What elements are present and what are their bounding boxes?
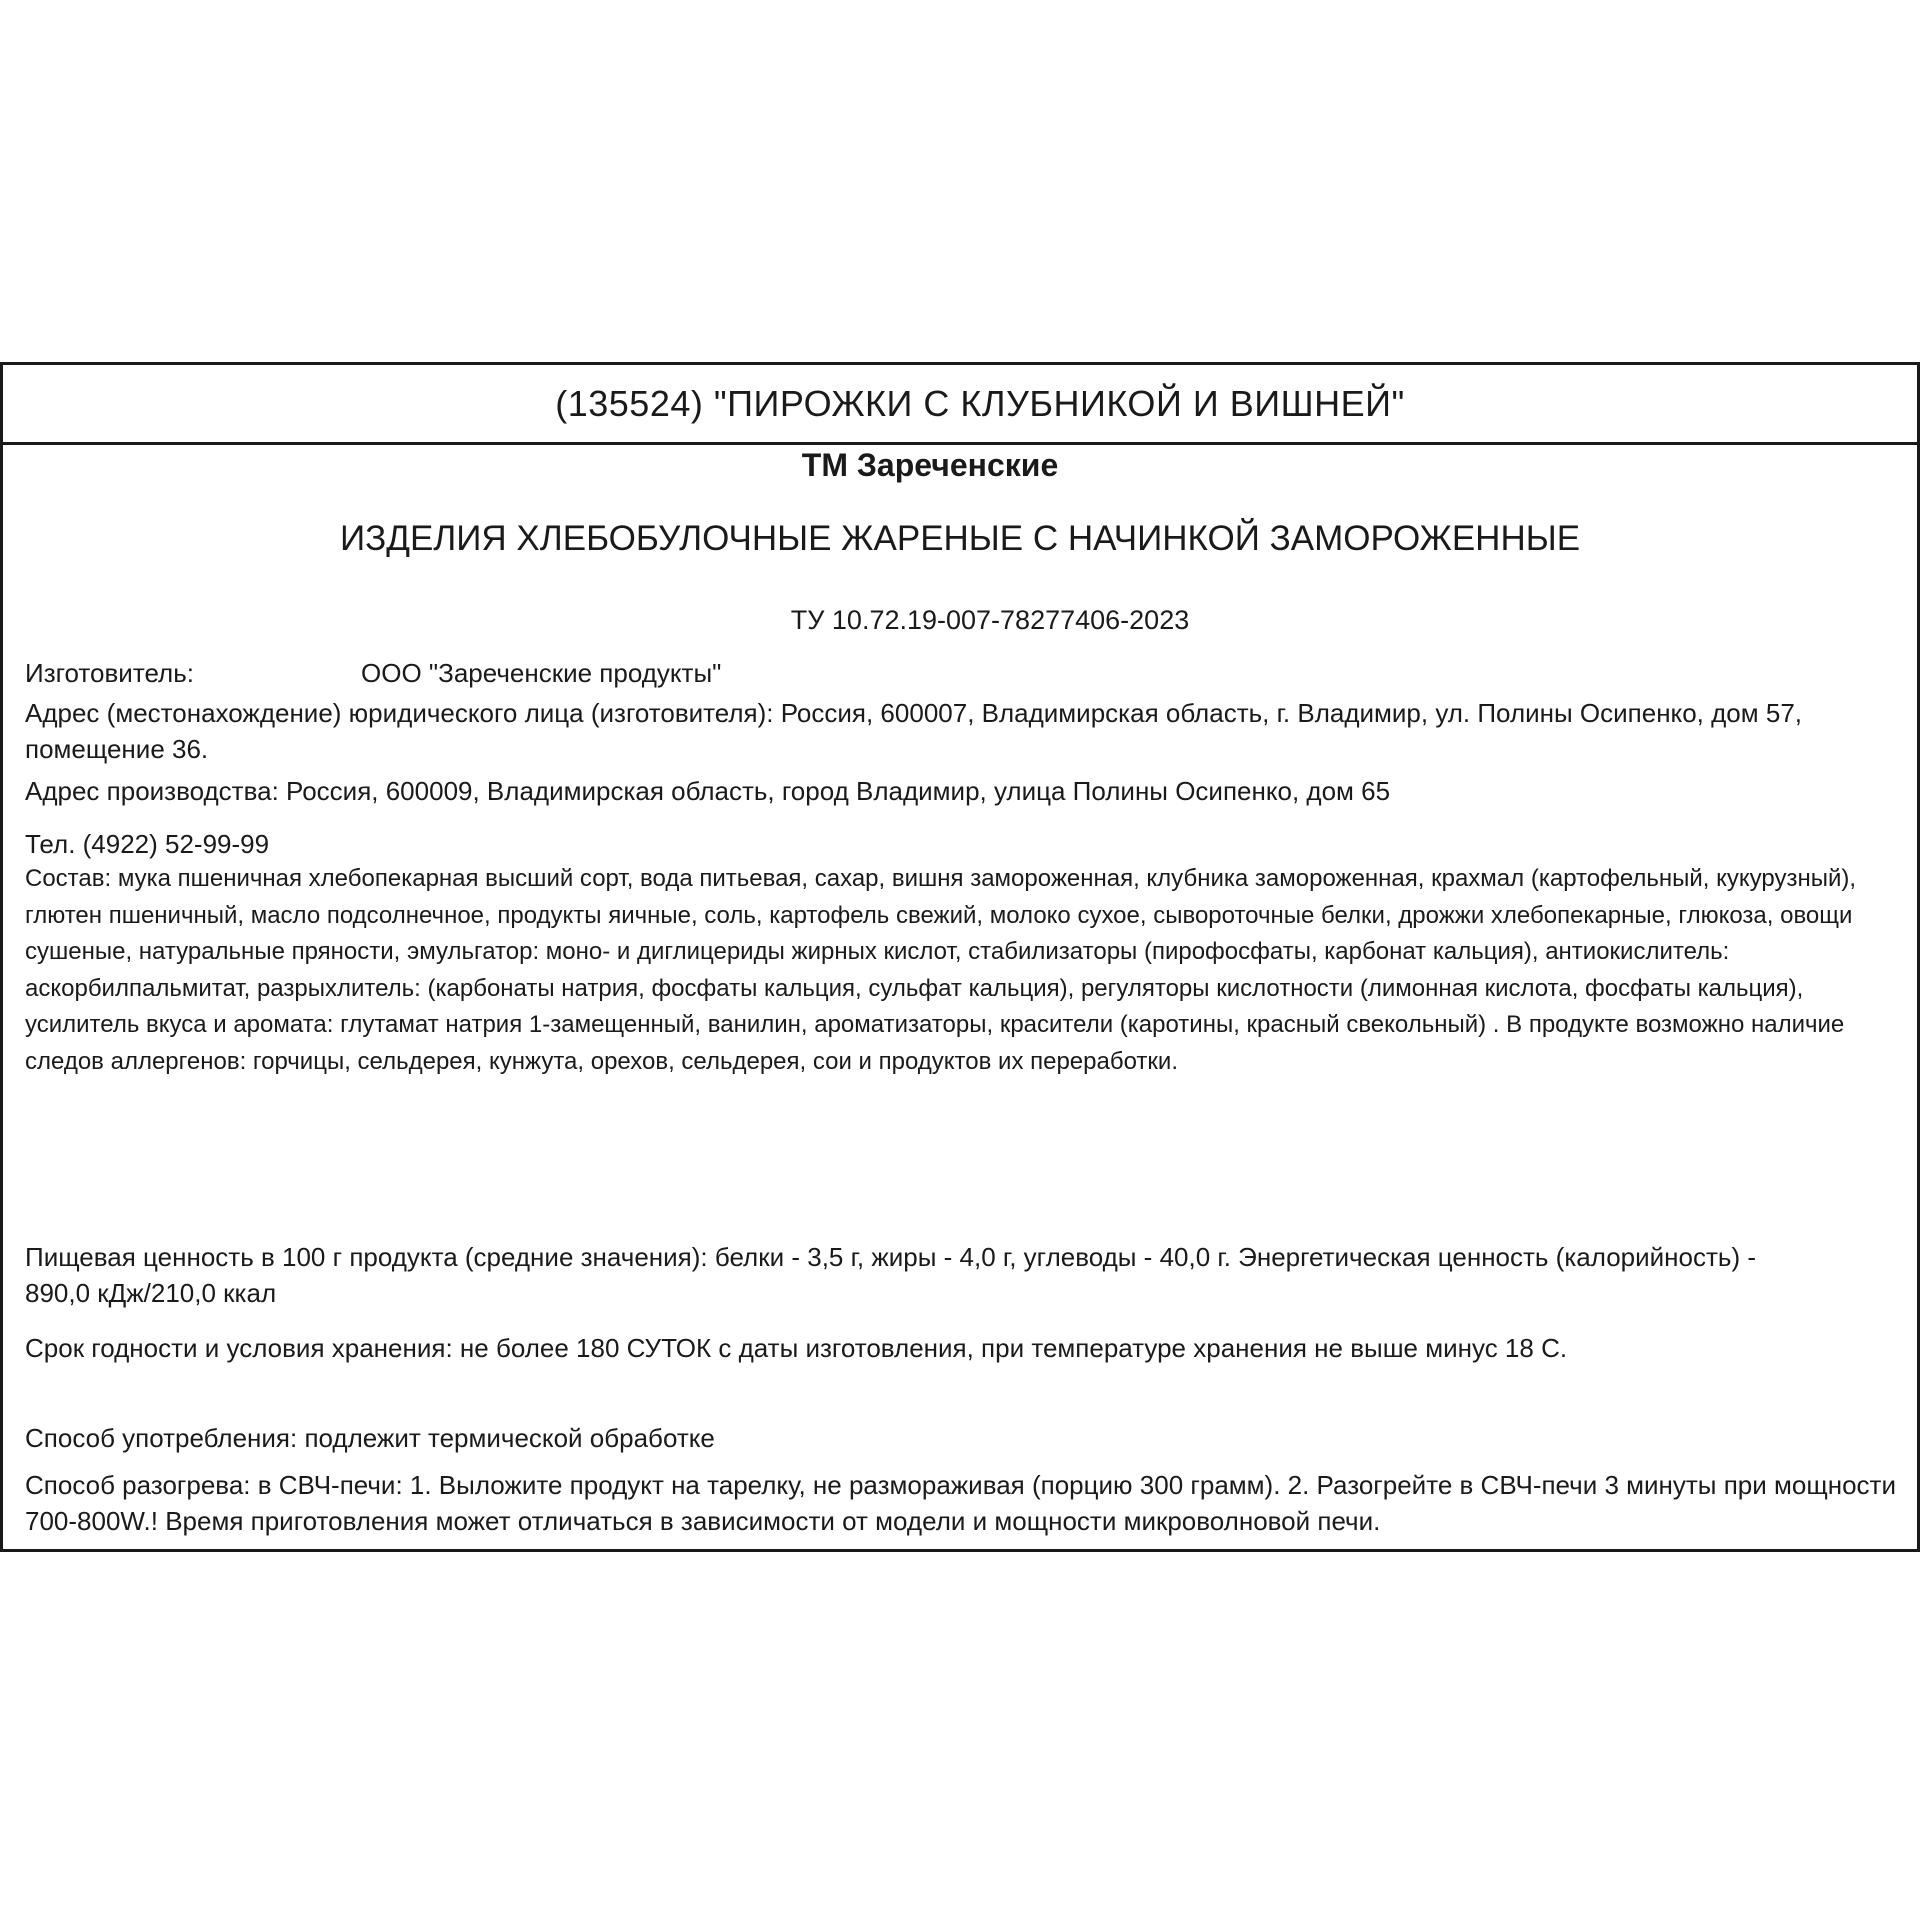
manufacturer-label: Изготовитель: [25,658,194,688]
product-title: (135524) "ПИРОЖКИ С КЛУБНИКОЙ И ВИШНЕЙ" [555,382,1405,424]
heating-method: Способ разогрева: в СВЧ-печи: 1. Выложите продукт на тарелку, не размораживая (порцию 300 грамм). 2. Разогрейте в СВЧ-печи 3 минуты при мощности 700-800W.! Время приготовления может отличаться в зависимости от модели и мощности микроволновой печи. [25,1470,1896,1536]
usage-method: Способ употребления: подлежит термической обработке [25,1423,715,1453]
product-type: ИЗДЕЛИЯ ХЛЕБОБУЛОЧНЫЕ ЖАРЕНЫЕ С НАЧИНКОЙ ЗАМОРОЖЕННЫЕ [339,519,1581,558]
phone: Тел. (4922) 52-99-99 [25,829,270,859]
tu-code: ТУ 10.72.19-007-78277406-2023 [790,605,1190,635]
manufacturer-value: ООО "Зареченские продукты" [361,658,722,688]
manufacturer-line [25,655,721,691]
ingredients: Состав: мука пшеничная хлебопекарная высший сорт, вода питьевая, сахар, вишня замороженная, клубника замороженная, крахмал (картофельный, кукурузный), глютен пшеничный, масло подсолнечное, продукты яичные, соль, картофель свежий, молоко сухое, сывороточные белки, дрожжи хлебопекарные, глюкоза, овощи сушеные, натуральные пряности, эмульгатор: моно- и диглицериды жирных кислот, стабилизаторы (пирофосфаты, карбонат кальция), антиокислитель: аскорбилпальмитат, разрыхлитель: (карбонаты натрия, фосфаты кальция, сульфат кальция), регуляторы кислотности (лимонная кислота, фосфаты кальция), усилитель вкуса и аромата: глутамат натрия 1-замещенный, ванилин, ароматизаторы, красители (каротины, красный свекольный) . В продукте возможно наличие следов аллергенов: горчицы, сельдерея, кунжута, орехов, сельдерея, сои и продуктов их переработки. [25,865,1857,1075]
brand-text: ТМ Зареченские [801,447,1059,483]
title-row [3,365,1917,445]
brand-name [3,447,1917,484]
production-address: Адрес производства: Россия, 600009, Владимирская область, город Владимир, улица Полины Осипенко, дом 65 [25,776,1391,806]
product-label [0,362,1920,1552]
nutrition-value: Пищевая ценность в 100 г продукта (средние значения): белки - 3,5 г, жиры - 4,0 г, углеводы - 40,0 г. Энергетическая ценность (калорийность) - 890,0 кДж/210,0 ккал [25,1242,1756,1308]
shelf-life: Срок годности и условия хранения: не более 180 СУТОК с даты изготовления, при температуре хранения не выше минус 18 С. [25,1333,1568,1363]
legal-address: Адрес (местонахождение) юридического лица (изготовителя): Россия, 600007, Владимирская область, г. Владимир, ул. Полины Осипенко, дом 57, помещение 36. [25,698,1803,764]
